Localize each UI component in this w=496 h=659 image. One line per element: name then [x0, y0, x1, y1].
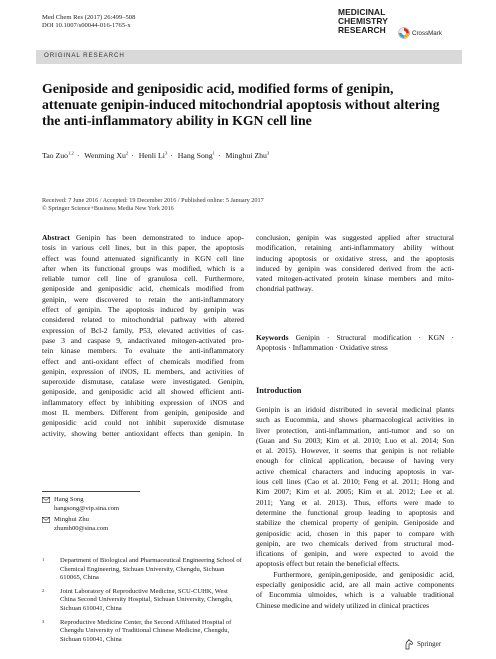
keywords-line-1: Keywords Genipin · Structural modification · KGN ·	[256, 333, 455, 342]
abstract-line: activity, showing better antioxidant effects than genipin. In	[42, 428, 244, 438]
logo-line-1: MEDICINAL	[338, 7, 386, 17]
abstract-line: effect of genipin. The apoptosis induced by genipin was	[42, 305, 244, 315]
logo-line-3: RESEARCH	[338, 25, 386, 35]
intro-line: stabilize the chemical property of genipin. Geniposide and	[256, 518, 454, 528]
intro-line: (Guan and Su 2003; Kim et al. 2010; Luo et al. 2014; Son	[256, 435, 454, 445]
abstract-line: geniposide and geniposidic acid, chemicals modified from	[42, 284, 244, 294]
received-accepted-line: Received: 7 June 2016 / Accepted: 19 December 2016 / Published online: 5 January 2017	[42, 197, 264, 204]
abstract-line: modification, retaining anti-inflammatory ability without	[256, 243, 454, 253]
contact-entry	[42, 496, 244, 513]
intro-line: active chemical characters and inducing apoptosis in var-	[256, 466, 454, 476]
logo-line-2: CHEMISTRY	[338, 16, 388, 26]
contact-email[interactable]: hangsong@vip.sina.com	[54, 504, 120, 512]
abstract-line: geniposide, and geniposidic acid all showed efficient anti-	[42, 387, 244, 397]
abstract	[42, 233, 244, 439]
abstract-line: considered related to mitochondrial pathway with altered	[42, 315, 244, 325]
copyright-line: © Springer Science+Business Media New York 2016	[42, 205, 174, 212]
intro-line: such as Eucommia, and shows pharmacological activities in	[256, 415, 454, 425]
intro-line: enough for clinical application, because of having very	[256, 456, 454, 466]
abstract-label: Abstract	[42, 233, 70, 242]
intro-line: 2011; Yang et al. 2013). Thus, efforts were made to	[256, 497, 454, 507]
abstract-line: inducing apoptosis or oxidative stress, and the apoptosis	[256, 253, 454, 263]
intro-line: Chinese medicine and widely utilized in clinical practices	[256, 600, 430, 610]
intro-line: liver protection, anti-inflammation, anti-tumor and so on	[256, 425, 454, 435]
keywords-line-2: Apoptosis · Inflammation · Oxidative stress	[256, 343, 388, 353]
affiliation-text: Department of Biological and Pharmaceutical Engineering School of Chemical Engineering, Sichuan University, Chengdu, Sichuan 610065, China	[60, 557, 242, 582]
author[interactable]: Henli Li$^3$	[138, 150, 168, 160]
abstract-continued	[256, 233, 454, 295]
abstract-line: most IL members. Different from genipin, geniposide and	[42, 408, 244, 418]
abstract-line: induced by genipin was considered derived from the acti-	[256, 263, 454, 273]
intro-line: geniposidic acid, chosen in this paper to compare with	[256, 528, 454, 538]
journal-citation	[42, 14, 135, 30]
article-title: Geniposide and geniposidic acid, modified forms of genipin, attenuate genipin-induced mitochondrial apoptosis without altering the anti-inflammatory ability in KGN cell line	[42, 81, 440, 128]
intro-line: ious cell lines (Cao et al. 2010; Feng et al. 2011; Hong and	[256, 477, 454, 487]
abstract-line: tein kinase members. To evaluate the anti-inflammatory	[42, 346, 244, 356]
crossmark-icon	[398, 27, 410, 39]
introduction-heading: Introduction	[256, 386, 302, 395]
affiliation-text: Joint Laboratory of Reproductive Medicine, SCU-CUHK, West China Second University Hospital, Sichuan University, Chengdu, Sichuan 610041, China	[60, 587, 233, 612]
affiliation	[42, 588, 244, 614]
abstract-line: after when its functional groups was modified, which is a	[42, 263, 244, 273]
intro-line: Kim 2007; Kim et al. 2005; Kim et al. 2012; Lee et al.	[256, 487, 454, 497]
abstract-line: conclusion, genipin was suggested applied after structural	[256, 233, 454, 242]
abstract-line: geniposidic acid could not inhibit superoxide dismutase	[42, 418, 244, 428]
affiliations	[42, 557, 244, 649]
journal-volume-line: Med Chem Res (2017) 26:499–508	[42, 14, 136, 21]
corresponding-authors	[42, 496, 244, 533]
envelope-icon	[42, 497, 50, 503]
footnote-divider	[42, 491, 140, 492]
abstract-line: genipin, were discovered to retain the anti-inflammatory	[42, 294, 244, 304]
crossmark-button[interactable]	[398, 26, 454, 40]
envelope-icon	[42, 517, 50, 523]
author[interactable]: Wenming Xu$^2$	[84, 150, 129, 160]
affiliation	[42, 557, 244, 583]
publisher-name: Springer	[417, 640, 442, 648]
affiliation-number: 3	[42, 618, 45, 624]
publication-dates	[42, 197, 264, 213]
author[interactable]: Minghui Zhu$^3$	[225, 150, 270, 160]
springer-horse-icon	[404, 639, 414, 650]
affiliation	[42, 619, 244, 645]
abstract-line: expression of Bcl-2 family, P53, elevated activities of cas-	[42, 325, 244, 335]
affiliation-text: Reproductive Medicine Center, the Second Affiliated Hospital of Chengdu University of Traditional Chinese Medicine, Chengdu, Sichuan 610041, China	[60, 618, 232, 643]
contact-name: Minghui Zhu	[54, 516, 89, 524]
intro-line: et al. 2015). However, it seems that genipin is not reliable	[256, 446, 454, 456]
author-list: Tao Zuo$^{1,2}$ · Wenming $Xu^2$ · Henli $Li^3$ · Hang Song$^1$ · Minghui Zhu$^3$	[42, 150, 270, 160]
contact-name: Hang Song	[54, 496, 84, 503]
keywords-label: Keywords	[256, 333, 289, 342]
article-type-banner	[36, 50, 462, 64]
abstract-line: genipin, expression of iNOS, IL members, and activities of	[42, 366, 244, 376]
keywords	[256, 333, 454, 354]
journal-logo-text	[338, 8, 388, 35]
contact-email[interactable]: zhumh00@sina.com	[54, 524, 109, 532]
intro-line: determine the functional group leading to apoptosis and	[256, 507, 454, 517]
article-type-label: ORIGINAL RESEARCH	[44, 52, 125, 59]
author[interactable]: Hang Song$^1$	[177, 150, 215, 160]
abstract-line: effect was found attenuated significantly in KGN cell line	[42, 253, 244, 263]
abstract-line: pase 3 and caspase 9, andactivated mitogen-activated pro-	[42, 335, 244, 345]
publisher-logo	[404, 638, 456, 650]
abstract-line: tosis in various cell lines, but in this paper, the apoptosis	[42, 243, 244, 253]
abstract-line: inflammatory effect by inhibiting expression of iNOS and	[42, 397, 244, 407]
intro-line: of Eucommia ulmoides, which is a valuable traditional	[256, 590, 454, 600]
doi-line[interactable]: DOI 10.1007/s00044-016-1765-x	[42, 22, 131, 29]
intro-line: Furthermore, genipin,geniposide, and geniposidic acid,	[256, 569, 454, 579]
abstract-line: superoxide dismutase, catalase were investigated. Genipin,	[42, 377, 244, 387]
affiliation-number: 2	[42, 587, 45, 593]
abstract-line: vated mitogen-activated protein kinase members and mito-	[256, 274, 454, 284]
contact-entry	[42, 516, 244, 533]
intro-line: Genipin is an iridoid distributed in several medicinal plants	[256, 405, 454, 414]
affiliation-number: 1	[42, 557, 45, 562]
intro-line: genipin, are two chemicals derived from structural mod-	[256, 538, 454, 548]
author[interactable]: Tao Zuo$^{1,2}$	[42, 150, 74, 160]
crossmark-label: CrossMark	[412, 29, 442, 37]
introduction-body	[256, 405, 454, 611]
abstract-line: chondrial pathway.	[256, 284, 313, 294]
intro-line: apoptosis effect but retain the beneficial effects.	[256, 559, 400, 569]
abstract-line: reliable tumor cell line of granulosa cell. Furthermore,	[42, 274, 244, 284]
journal-logo	[338, 8, 454, 46]
intro-line: especially geniposidic acid, are all main active components	[256, 580, 454, 590]
abstract-first-line: Abstract Genipin has been demonstrated to induce apop-	[42, 233, 245, 242]
intro-line: ifications of genipin, and were expected to avoid the	[256, 549, 454, 559]
abstract-line: effect and anti-oxidant effect of chemicals modified from	[42, 356, 244, 366]
